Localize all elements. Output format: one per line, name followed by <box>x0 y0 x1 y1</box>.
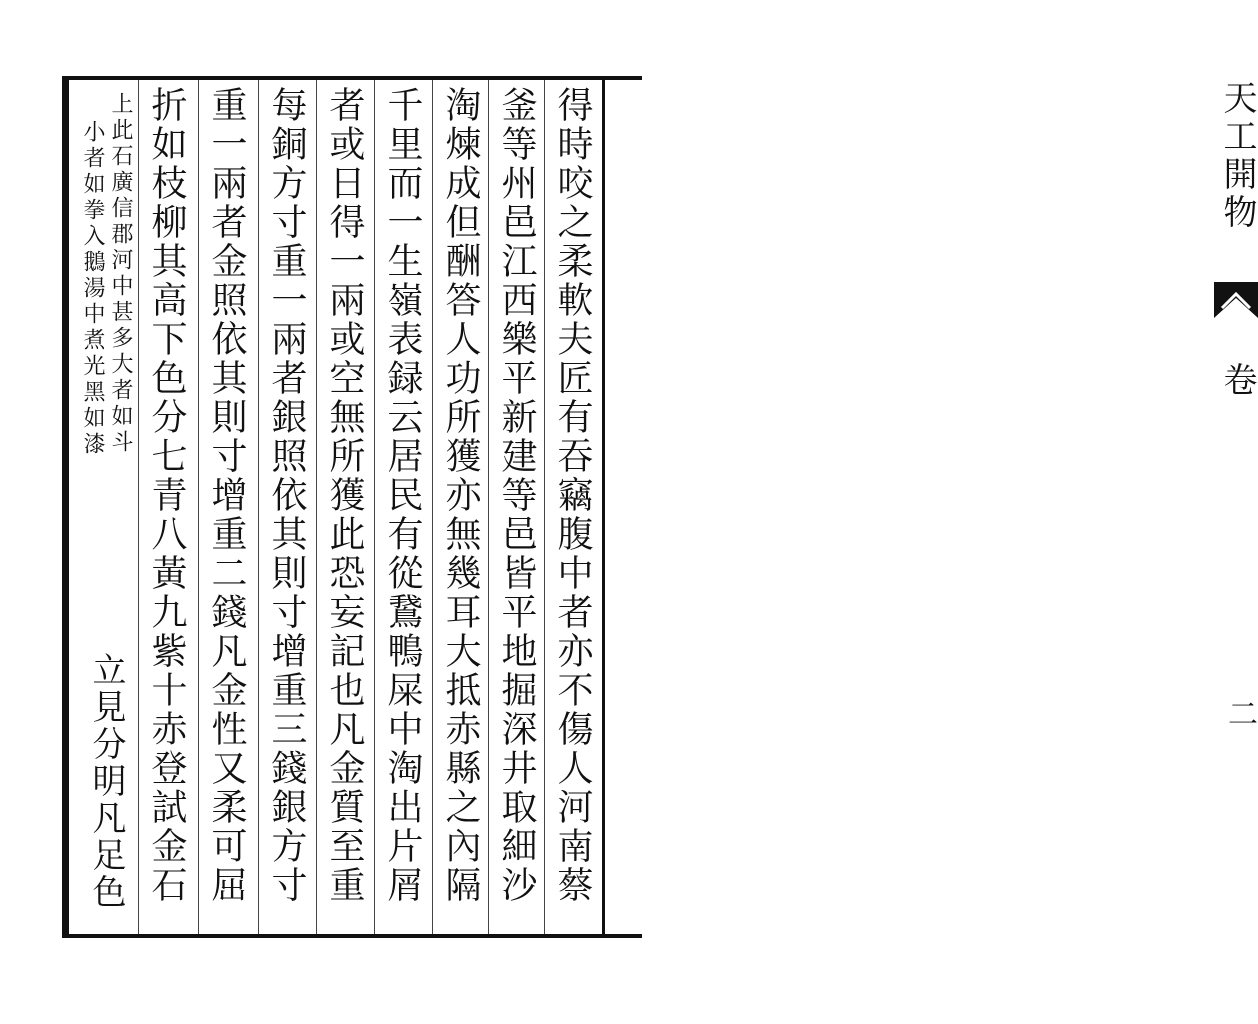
column-rule <box>258 80 259 934</box>
text-column-6: 每銅方寸重一兩者銀照依其則寸增重三錢銀方寸 <box>266 86 307 905</box>
column-rule <box>544 80 545 934</box>
text-column-8: 折如枝柳其高下色分七青八黃九紫十赤登試金石 <box>146 86 187 905</box>
annotation-column-right: 上此石廣信郡河中甚多大者如斗 <box>108 92 133 456</box>
column-rule <box>316 80 317 934</box>
text-column-5: 者或日得一兩或空無所獲此恐妄記也凡金質至重 <box>324 86 365 905</box>
margin-page-number: 二 <box>1222 698 1257 728</box>
page-margin <box>608 0 1257 1024</box>
text-column-1: 得時咬之柔軟夫匠有吞竊腹中者亦不傷人河南蔡 <box>552 86 593 905</box>
column-rule <box>138 80 139 934</box>
text-column-4: 千里而一生嶺表録云居民有從鵞鴨屎中淘出片屑 <box>382 86 423 905</box>
text-column-9-tail: 立見分明凡足色 <box>86 652 126 911</box>
column-rule <box>374 80 375 934</box>
frame-bottom-border <box>62 934 642 938</box>
margin-chapter: 卷 <box>1217 362 1257 396</box>
margin-rule <box>602 76 605 938</box>
text-column-2: 釜等州邑江西樂平新建等邑皆平地掘深井取細沙 <box>496 86 537 905</box>
column-rule <box>198 80 199 934</box>
text-column-3: 淘煉成但酬答人功所獲亦無幾耳大抵赤縣之內隔 <box>440 86 481 905</box>
margin-book-title: 天工開物 <box>1217 80 1257 232</box>
annotation-column-left: 小者如拳入鵝湯中煮光黑如漆 <box>80 120 105 458</box>
column-rule <box>432 80 433 934</box>
fishtail-ornament-icon <box>1214 282 1258 318</box>
text-column-7: 重一兩者金照依其則寸增重二錢凡金性又柔可屈 <box>206 86 247 905</box>
frame-left-border <box>62 76 69 938</box>
frame-top-border <box>62 76 642 80</box>
column-rule <box>488 80 489 934</box>
